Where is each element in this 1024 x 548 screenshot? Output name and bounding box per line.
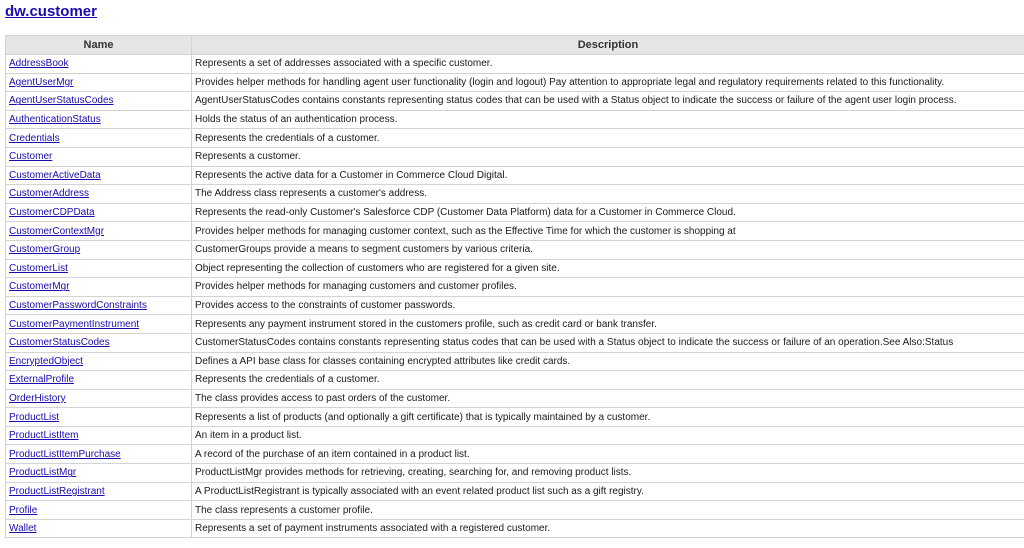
class-name-link[interactable]: AuthenticationStatus — [9, 114, 101, 126]
class-name-link[interactable]: Profile — [9, 504, 38, 516]
class-name-link[interactable]: CustomerCDPData — [9, 207, 95, 219]
class-name-link[interactable]: CustomerPasswordConstraints — [9, 300, 147, 312]
table-row — [6, 426, 1024, 445]
table-row — [6, 296, 1024, 315]
class-name-cell — [6, 222, 192, 241]
class-description-cell: The class represents a customer profile. — [192, 501, 1024, 520]
class-name-link[interactable]: CustomerPaymentInstrument — [9, 318, 140, 330]
class-name-link[interactable]: CustomerActiveData — [9, 169, 101, 181]
class-description-cell: Represents the credentials of a customer. — [192, 129, 1024, 148]
class-description-cell: Represents a set of payment instruments associated with a registered customer. — [192, 519, 1024, 538]
class-name-cell — [6, 73, 192, 92]
table-row — [6, 408, 1024, 427]
table-row — [6, 371, 1024, 390]
table-row — [6, 55, 1024, 74]
class-name-cell — [6, 278, 192, 297]
name-column-header: Name — [6, 36, 192, 55]
class-name-cell — [6, 408, 192, 427]
class-name-cell — [6, 426, 192, 445]
table-row — [6, 222, 1024, 241]
class-description-cell: Represents a customer. — [192, 147, 1024, 166]
class-description-cell: Object representing the collection of customers who are registered for a given site. — [192, 259, 1024, 278]
class-description-cell: Provides helper methods for managing customer context, such as the Effective Time for which the customer is shopping at — [192, 222, 1024, 241]
class-name-cell — [6, 482, 192, 501]
class-name-cell — [6, 147, 192, 166]
class-description-cell: Represents the read-only Customer's Salesforce CDP (Customer Data Platform) data for a Customer in Commerce Cloud. — [192, 203, 1024, 222]
class-name-link[interactable]: ProductListRegistrant — [9, 485, 105, 497]
table-row — [6, 519, 1024, 538]
table-row — [6, 352, 1024, 371]
table-header-row — [6, 36, 1024, 55]
table-row — [6, 147, 1024, 166]
class-name-link[interactable]: CustomerGroup — [9, 244, 81, 256]
class-name-link[interactable]: Wallet — [9, 523, 37, 535]
class-description-cell: Represents a list of products (and optionally a gift certificate) that is typically maintained by a customer. — [192, 408, 1024, 427]
class-name-cell — [6, 519, 192, 538]
class-name-link[interactable]: ExternalProfile — [9, 374, 75, 386]
table-row — [6, 73, 1024, 92]
class-description-cell: Provides access to the constraints of customer passwords. — [192, 296, 1024, 315]
table-row — [6, 278, 1024, 297]
class-name-cell — [6, 371, 192, 390]
table-row — [6, 92, 1024, 111]
class-name-link[interactable]: ProductList — [9, 411, 60, 423]
class-description-cell: CustomerGroups provide a means to segment customers by various criteria. — [192, 240, 1024, 259]
table-row — [6, 129, 1024, 148]
class-description-cell: Provides helper methods for handling agent user functionality (login and logout) Pay attention to appropriate legal and regulatory requirements related to this functionality. — [192, 73, 1024, 92]
class-name-cell — [6, 185, 192, 204]
description-column-header: Description — [192, 36, 1024, 55]
class-name-cell — [6, 389, 192, 408]
table-row — [6, 333, 1024, 352]
package-title-link[interactable]: dw.customer — [5, 3, 97, 20]
class-description-cell: ProductListMgr provides methods for retrieving, creating, searching for, and removing product lists. — [192, 464, 1024, 483]
table-row — [6, 445, 1024, 464]
class-name-link[interactable]: ProductListItemPurchase — [9, 448, 121, 460]
class-name-link[interactable]: AgentUserMgr — [9, 76, 74, 88]
table-row — [6, 240, 1024, 259]
table-row — [6, 185, 1024, 204]
table-row — [6, 259, 1024, 278]
class-description-cell: AgentUserStatusCodes contains constants representing status codes that can be used with a Status object to indicate the success or failure of the agent user login process. — [192, 92, 1024, 111]
class-description-cell: Represents a set of addresses associated with a specific customer. — [192, 55, 1024, 74]
class-name-cell — [6, 501, 192, 520]
class-name-link[interactable]: CustomerAddress — [9, 188, 90, 200]
class-name-cell — [6, 352, 192, 371]
class-name-cell — [6, 259, 192, 278]
class-name-link[interactable]: EncryptedObject — [9, 355, 83, 367]
class-name-link[interactable]: Customer — [9, 151, 53, 163]
class-name-cell — [6, 92, 192, 111]
class-description-cell: A record of the purchase of an item contained in a product list. — [192, 445, 1024, 464]
class-name-link[interactable]: CustomerContextMgr — [9, 225, 105, 237]
class-name-link[interactable]: ProductListItem — [9, 430, 79, 442]
class-name-link[interactable]: ProductListMgr — [9, 467, 77, 479]
table-row — [6, 501, 1024, 520]
class-name-link[interactable]: CustomerList — [9, 262, 68, 274]
table-row — [6, 389, 1024, 408]
class-name-cell — [6, 333, 192, 352]
class-name-cell — [6, 315, 192, 334]
class-description-cell: Represents any payment instrument stored in the customers profile, such as credit card or bank transfer. — [192, 315, 1024, 334]
class-description-cell: Provides helper methods for managing customers and customer profiles. — [192, 278, 1024, 297]
class-description-cell: Represents the active data for a Customer in Commerce Cloud Digital. — [192, 166, 1024, 185]
class-name-cell — [6, 464, 192, 483]
table-row — [6, 166, 1024, 185]
class-description-cell: Represents the credentials of a customer. — [192, 371, 1024, 390]
class-name-cell — [6, 240, 192, 259]
class-name-link[interactable]: CustomerStatusCodes — [9, 337, 110, 349]
class-name-link[interactable]: Credentials — [9, 132, 60, 144]
table-row — [6, 464, 1024, 483]
table-row — [6, 110, 1024, 129]
class-name-link[interactable]: AddressBook — [9, 58, 69, 70]
table-row — [6, 203, 1024, 222]
class-name-link[interactable]: OrderHistory — [9, 392, 66, 404]
class-description-cell: The Address class represents a customer's address. — [192, 185, 1024, 204]
class-summary-table — [5, 35, 1024, 538]
class-description-cell: Defines a API base class for classes containing encrypted attributes like credit cards. — [192, 352, 1024, 371]
class-description-cell: CustomerStatusCodes contains constants representing status codes that can be used with a Status object to indicate the success or failure of an operation.See Also:Status — [192, 333, 1024, 352]
class-name-cell — [6, 166, 192, 185]
class-name-cell — [6, 203, 192, 222]
table-row — [6, 315, 1024, 334]
class-name-link[interactable]: CustomerMgr — [9, 281, 70, 293]
class-name-cell — [6, 296, 192, 315]
class-description-cell: A ProductListRegistrant is typically associated with an event related product list such as a gift registry. — [192, 482, 1024, 501]
class-name-cell — [6, 110, 192, 129]
class-name-cell — [6, 55, 192, 74]
class-description-cell: Holds the status of an authentication process. — [192, 110, 1024, 129]
table-row — [6, 482, 1024, 501]
table-body — [6, 55, 1024, 538]
class-name-cell — [6, 445, 192, 464]
class-description-cell: The class provides access to past orders of the customer. — [192, 389, 1024, 408]
class-description-cell: An item in a product list. — [192, 426, 1024, 445]
class-name-link[interactable]: AgentUserStatusCodes — [9, 95, 114, 107]
class-name-cell — [6, 129, 192, 148]
